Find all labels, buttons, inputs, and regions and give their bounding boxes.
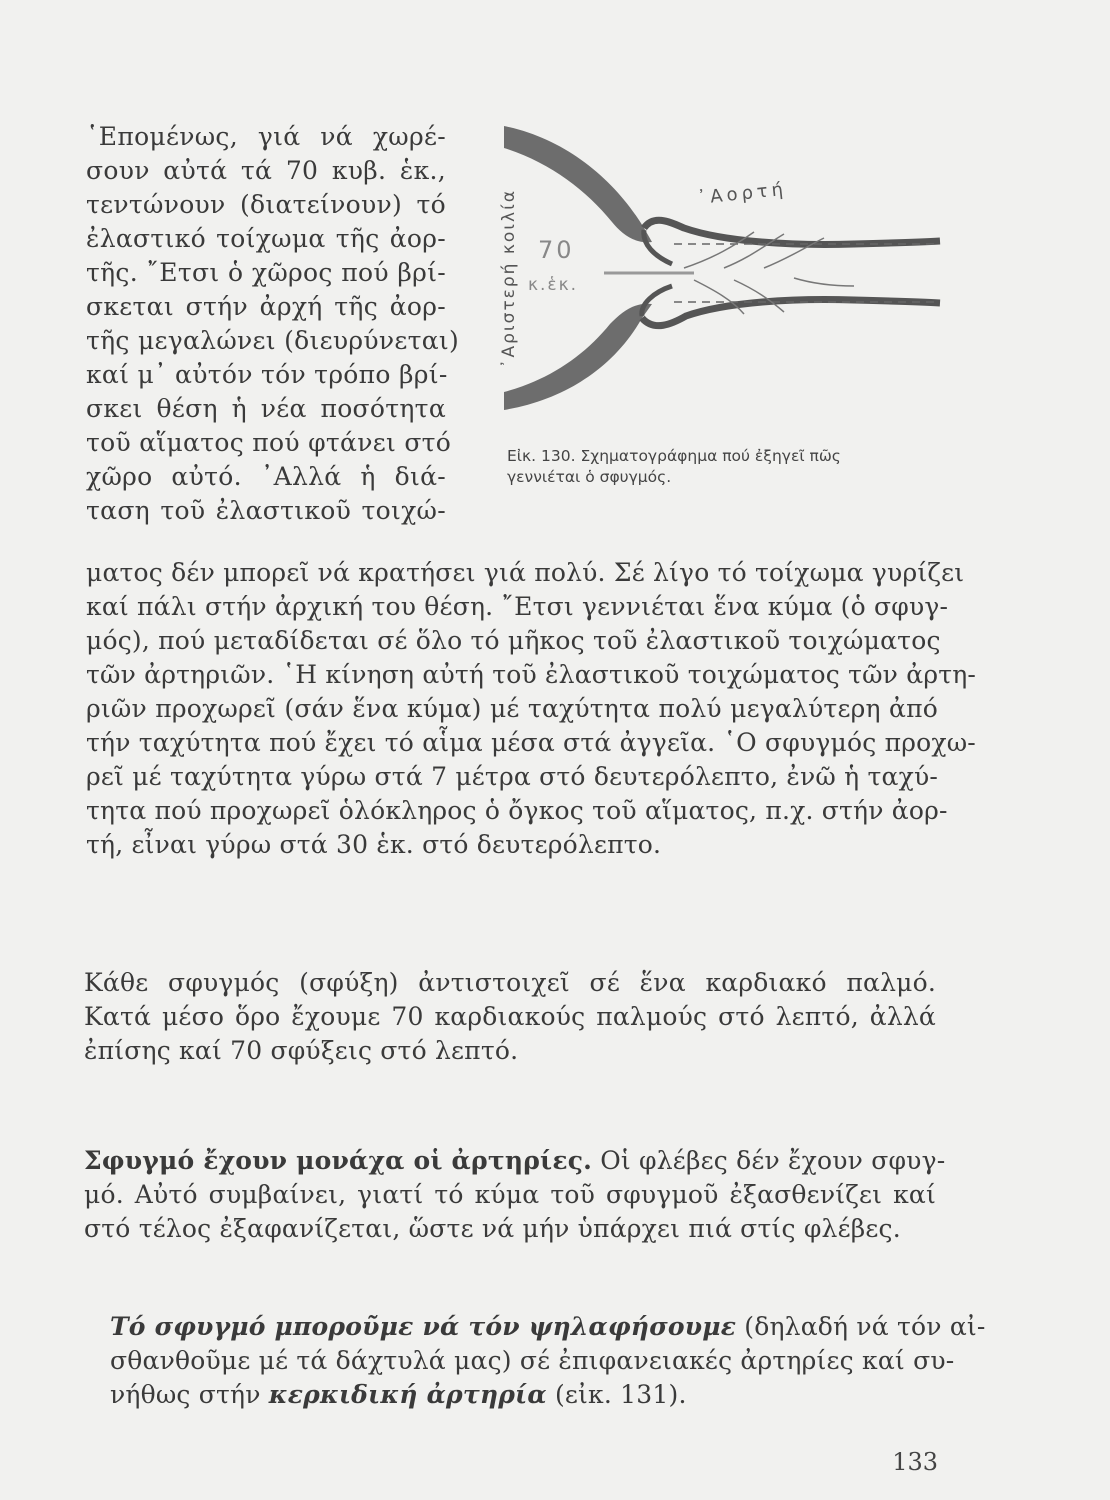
text-line <box>84 1144 946 1178</box>
text-line: τητα πού προχωρεῖ ὁλόκληρος ὁ ὄγκος τοῦ αἵματος, π.χ. στήν ἀορ- <box>86 796 948 825</box>
figure-caption <box>507 446 947 488</box>
label-aorta: ᾿Αορτή <box>696 178 789 209</box>
ventricle-wall-upper <box>504 126 652 242</box>
text-line <box>110 1310 986 1344</box>
text-line: σκει θέση ἡ νέα ποσότητα <box>86 394 446 423</box>
caption-line: Εἰκ. 130. Σχηματογράφημα πού ἐξηγεῖ πῶς <box>507 447 841 465</box>
text-line: τῆς μεγαλώνει (διευρύνεται) <box>86 326 460 355</box>
bold-lead: Σφυγμό ἔχουν μονάχα οἱ ἀρτηρίες. <box>84 1146 593 1175</box>
text-line: ῾Επομένως, γιά νά χωρέ- <box>86 122 446 151</box>
pressure-arrow <box>794 278 854 286</box>
text-line: χῶρο αὐτό. ᾿Αλλά ἡ διά- <box>86 462 446 491</box>
bold-lead: Τό σφυγμό μποροῦμε νά τόν ψηλαφήσουμε <box>110 1312 737 1341</box>
text-line: ἐπίσης καί 70 σφύξεις στό λεπτό. <box>84 1036 519 1065</box>
aorta-diagram-svg <box>494 118 946 438</box>
label-left-ventricle: ᾿Αριστερή κοιλία <box>499 188 519 368</box>
text-line: τεντώνουν (διατείνουν) τό <box>86 190 446 219</box>
paragraph-4 <box>110 1310 986 1412</box>
text-line: τοῦ αἵματος πού φτάνει στό <box>86 428 452 457</box>
text-line: Κατά μέσο ὅρο ἔχουμε 70 καρδιακούς παλμούς στό λεπτό, ἀλλά <box>84 1002 936 1031</box>
text-line: καί μ᾿ αὐτόν τόν τρόπο βρί- <box>86 360 448 389</box>
figure-pulse-diagram <box>494 118 946 438</box>
line-end: (εἰκ. 131). <box>546 1380 687 1409</box>
text-line: τή, εἶναι γύρω στά 30 ἑκ. στό δευτερόλεπτο. <box>86 830 662 859</box>
text-line: σουν αὐτά τά 70 κυβ. ἑκ., <box>86 156 446 185</box>
line-rest: (δηλαδή νά τόν αἰ- <box>736 1312 986 1341</box>
text-line: τῶν ἀρτηριῶν. ῾Η κίνηση αὐτή τοῦ ἐλαστικοῦ τοιχώματος τῶν ἀρτη- <box>86 660 977 689</box>
text-line: ματος δέν μπορεῖ νά κρατήσει γιά πολύ. Σέ λίγο τό τοίχωμα γυρίζει <box>86 558 965 587</box>
line-start: νήθως στήν <box>110 1380 269 1409</box>
paragraph-1-continuation <box>86 556 977 862</box>
text-line <box>110 1378 938 1412</box>
aorta-upper-wall <box>644 220 940 244</box>
text-line: ταση τοῦ ἐλαστικοῦ τοιχώ- <box>86 496 446 525</box>
text-line: ριῶν προχωρεῖ (σάν ἕνα κύμα) μέ ταχύτητα πολύ μεγαλύτερη ἀπό <box>86 694 938 723</box>
text-line: μό. Αὐτό συμβαίνει, γιατί τό κύμα τοῦ σφυγμοῦ ἐξασθενίζει καί <box>84 1180 936 1209</box>
paragraph-3 <box>84 1144 946 1246</box>
paragraph-2 <box>84 966 936 1068</box>
page-number: 133 <box>892 1448 938 1476</box>
text-line: σθανθοῦμε μέ τά δάχτυλά μας) σέ ἐπιφανειακές ἀρτηρίες καί συ- <box>110 1346 955 1375</box>
line-rest: Οἱ φλέβες δέν ἔχουν σφυγ- <box>592 1146 946 1175</box>
text-line: ρεῖ μέ ταχύτητα γύρω στά 7 μέτρα στό δευτερόλεπτο, ἐνῶ ἡ ταχύ- <box>86 762 938 791</box>
paragraph-1-column <box>86 120 460 528</box>
aorta-lower-wall <box>642 300 940 326</box>
label-volume-unit: κ.ἑκ. <box>528 275 579 295</box>
label-volume-number: 70 <box>538 236 575 264</box>
text-line: τήν ταχύτητα πού ἔχει τό αἷμα μέσα στά ἀγγεῖα. ῾Ο σφυγμός προχω- <box>86 728 976 757</box>
text-line: στό τέλος ἐξαφανίζεται, ὥστε νά μήν ὑπάρχει πιά στίς φλέβες. <box>84 1214 901 1243</box>
caption-line: γεννιέται ὁ σφυγμός. <box>507 468 672 486</box>
text-line: σκεται στήν ἀρχή τῆς ἀορ- <box>86 292 446 321</box>
text-line: καί πάλι στήν ἀρχική του θέση. ῎Ετσι γεννιέται ἕνα κύμα (ὁ σφυγ- <box>86 592 949 621</box>
text-line: μός), πού μεταδίδεται σέ ὅλο τό μῆκος τοῦ ἐλαστικοῦ τοιχώματος <box>86 626 941 655</box>
text-line: Κάθε σφυγμός (σφύξη) ἀντιστοιχεῖ σέ ἕνα καρδιακό παλμό. <box>84 968 936 997</box>
bold-term: κερκιδική ἀρτηρία <box>268 1380 547 1409</box>
ventricle-wall-lower <box>504 304 652 410</box>
text-line: ἐλαστικό τοίχωμα τῆς ἀορ- <box>86 224 446 253</box>
text-line: τῆς. ῎Ετσι ὁ χῶρος πού βρί- <box>86 258 446 287</box>
